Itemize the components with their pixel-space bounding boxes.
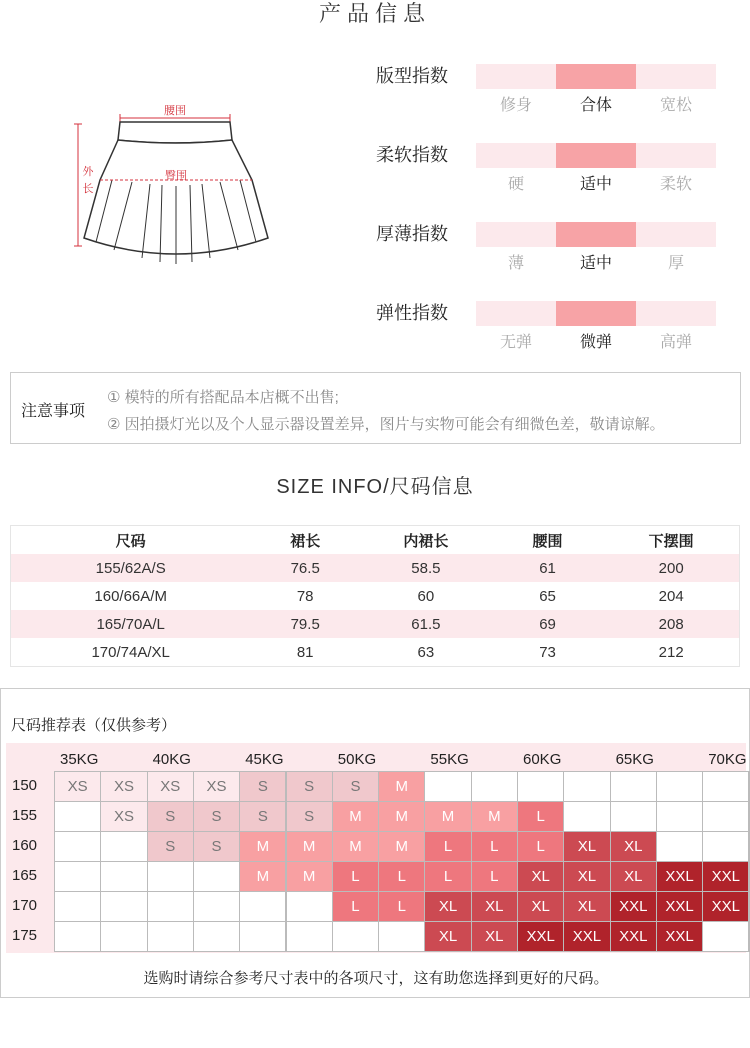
- size-cell: [54, 891, 101, 922]
- size-cell: S: [147, 801, 194, 832]
- size-table-row: [11, 554, 739, 582]
- size-cell: [100, 861, 147, 892]
- size-cell: L: [471, 861, 518, 892]
- size-cell: XL: [563, 891, 610, 922]
- index-bar-segment: [556, 301, 636, 326]
- size-cell: [100, 921, 147, 952]
- index-bar-segment: [556, 143, 636, 168]
- size-cell: [702, 801, 749, 832]
- size-cell: XXL: [702, 861, 749, 892]
- index-option: 高弹: [659, 334, 692, 351]
- size-cell: [100, 891, 147, 922]
- size-cell: [563, 771, 610, 802]
- size-table-cell: 65: [539, 587, 556, 605]
- size-cell: M: [332, 831, 379, 862]
- size-cell: [656, 831, 703, 862]
- index-option: 适中: [579, 176, 612, 193]
- index-option: 微弹: [579, 334, 612, 351]
- index-bar-segment: [556, 64, 636, 89]
- size-table-header-cell: 内裙长: [403, 532, 449, 550]
- size-cell: L: [517, 801, 564, 832]
- size-cell: S: [332, 771, 379, 802]
- size-cell: [54, 921, 101, 952]
- size-cell: [610, 771, 657, 802]
- size-cell: [54, 831, 101, 862]
- size-cell: XXL: [563, 921, 610, 952]
- size-cell: [147, 891, 194, 922]
- index-bar-segment: [476, 301, 556, 326]
- index-bar-segment: [476, 143, 556, 168]
- size-table-header-cell: 尺码: [115, 532, 146, 550]
- size-cell: XXL: [610, 921, 657, 952]
- index-bar-segment: [636, 64, 716, 89]
- size-cell: XL: [424, 891, 471, 922]
- size-cell: [286, 891, 333, 922]
- size-table-cell: 61: [539, 559, 556, 577]
- size-table: [10, 525, 740, 667]
- size-cell: XXL: [517, 921, 564, 952]
- height-label: 160: [12, 837, 38, 854]
- index-option: 厚: [667, 255, 684, 272]
- size-cell: [54, 801, 101, 832]
- index-bar-segment: [556, 222, 636, 247]
- size-cell: M: [239, 861, 286, 892]
- size-cell: [193, 891, 240, 922]
- index-bar-segment: [476, 222, 556, 247]
- size-table-row: [11, 638, 739, 666]
- size-cell: M: [378, 771, 425, 802]
- page-title: 产品信息: [318, 1, 431, 26]
- notes-title: 注意事项: [21, 403, 86, 420]
- size-cell: [54, 861, 101, 892]
- size-cell: S: [286, 771, 333, 802]
- size-cell: XL: [610, 831, 657, 862]
- size-cell: [656, 801, 703, 832]
- size-cell: [239, 891, 286, 922]
- size-cell: M: [286, 831, 333, 862]
- size-table-cell: 155/62A/S: [95, 559, 166, 577]
- size-table-row: [11, 610, 739, 638]
- size-cell: S: [147, 831, 194, 862]
- weight-label: 35KG: [60, 751, 99, 768]
- index-option: 适中: [579, 255, 612, 272]
- size-recommend-box: [0, 688, 750, 998]
- length-label-1: 外: [82, 165, 94, 178]
- index-label: 版型指数: [376, 66, 448, 86]
- index-option: 柔软: [659, 176, 692, 193]
- size-table-cell: 76.5: [290, 559, 320, 577]
- note-item: ② 因拍摄灯光以及个人显示器设置差异，图片与实物可能会有细微色差，敬请谅解。: [107, 416, 665, 433]
- size-cell: L: [517, 831, 564, 862]
- size-cell: XXL: [656, 861, 703, 892]
- size-table-cell: 200: [658, 559, 684, 577]
- size-table-cell: 63: [417, 643, 435, 661]
- size-cell: [332, 921, 379, 952]
- skirt-diagram: [72, 100, 282, 270]
- height-label: 155: [12, 807, 38, 824]
- size-table-cell: 160/66A/M: [94, 587, 167, 605]
- size-cell: XL: [517, 891, 564, 922]
- size-table-cell: 61.5: [411, 615, 441, 633]
- size-table-cell: 58.5: [411, 559, 441, 577]
- index-label: 弹性指数: [376, 303, 448, 323]
- size-cell: S: [193, 801, 240, 832]
- size-table-cell: 208: [658, 615, 684, 633]
- size-table-cell: 78: [296, 587, 314, 605]
- index-options: [476, 254, 716, 274]
- index-bar: [476, 64, 716, 89]
- size-table-cell: 204: [658, 587, 684, 605]
- height-label: 150: [12, 777, 38, 794]
- size-table-cell: 60: [417, 587, 435, 605]
- index-bar-segment: [476, 64, 556, 89]
- size-cell: XS: [100, 801, 147, 832]
- index-option: 修身: [499, 97, 532, 114]
- size-cell: [563, 801, 610, 832]
- size-table-header: [11, 526, 739, 554]
- size-cell: [702, 831, 749, 862]
- size-cell: [147, 861, 194, 892]
- size-cell: M: [332, 801, 379, 832]
- height-label: 175: [12, 927, 38, 944]
- size-cell: XXL: [610, 891, 657, 922]
- index-bar: [476, 301, 716, 326]
- size-cell: M: [286, 861, 333, 892]
- index-option: 硬: [507, 176, 524, 193]
- size-table-header-cell: 腰围: [532, 532, 563, 550]
- index-bar: [476, 143, 716, 168]
- size-cell: [193, 861, 240, 892]
- size-cell: [702, 921, 749, 952]
- size-cell: S: [286, 801, 333, 832]
- size-cell: XS: [54, 771, 101, 802]
- size-cell: XL: [471, 891, 518, 922]
- index-options: [476, 333, 716, 353]
- index-options: [476, 175, 716, 195]
- index-option: 薄: [507, 255, 524, 272]
- size-table-row: [11, 582, 739, 610]
- size-cell: [100, 831, 147, 862]
- size-cell: [471, 771, 518, 802]
- size-cell: L: [471, 831, 518, 862]
- size-table-header-cell: 下摆围: [648, 532, 694, 550]
- weight-label: 65KG: [615, 751, 654, 768]
- length-label-2: 长: [82, 182, 94, 195]
- weight-label: 70KG: [708, 751, 747, 768]
- size-cell: XL: [471, 921, 518, 952]
- size-cell: L: [378, 861, 425, 892]
- size-table-cell: 73: [539, 643, 556, 661]
- weight-label: 55KG: [430, 751, 469, 768]
- size-table-cell: 81: [296, 643, 314, 661]
- weight-label: 50KG: [337, 751, 377, 768]
- height-label: 170: [12, 897, 38, 914]
- index-option: 宽松: [659, 97, 692, 114]
- size-cell: XS: [100, 771, 147, 802]
- size-cell: M: [378, 801, 425, 832]
- hip-label: 臀围: [165, 169, 187, 182]
- size-cell: L: [332, 891, 379, 922]
- recommend-grid: [6, 743, 746, 953]
- size-table-cell: 79.5: [290, 615, 320, 633]
- size-cell: XS: [147, 771, 194, 802]
- size-cell: [239, 921, 286, 952]
- note-item: ① 模特的所有搭配品本店概不出售;: [107, 389, 339, 406]
- recommend-footer: 选购时请综合参考尺寸表中的各项尺寸，这有助您选择到更好的尺码。: [143, 970, 609, 987]
- size-cell: M: [424, 801, 471, 832]
- waist-label: 腰围: [164, 104, 186, 117]
- notes-box: [10, 372, 741, 444]
- weight-label: 45KG: [245, 751, 284, 768]
- size-cell: [378, 921, 425, 952]
- index-bar-segment: [636, 222, 716, 247]
- size-cell: M: [471, 801, 518, 832]
- size-cell: [286, 921, 333, 952]
- size-cell: [147, 921, 194, 952]
- index-option: 合体: [579, 97, 612, 114]
- index-label: 柔软指数: [376, 145, 448, 165]
- size-cell: XL: [563, 861, 610, 892]
- size-table-cell: 165/70A/L: [96, 615, 165, 633]
- size-cell: S: [239, 801, 286, 832]
- size-cell: [702, 771, 749, 802]
- index-options: [476, 96, 716, 116]
- weight-label: 60KG: [523, 751, 562, 768]
- index-bar-segment: [636, 301, 716, 326]
- size-cell: XL: [610, 861, 657, 892]
- size-cell: L: [378, 891, 425, 922]
- size-cell: S: [239, 771, 286, 802]
- index-bar-segment: [636, 143, 716, 168]
- size-cell: [424, 771, 471, 802]
- index-option: 无弹: [499, 334, 532, 351]
- recommend-title: 尺码推荐表（仅供参考）: [11, 717, 177, 734]
- size-cell: XXL: [656, 891, 703, 922]
- size-cell: L: [332, 861, 379, 892]
- size-cell: XL: [424, 921, 471, 952]
- size-cell: XXL: [656, 921, 703, 952]
- index-label: 厚薄指数: [376, 224, 448, 244]
- size-cell: [656, 771, 703, 802]
- size-table-cell: 212: [658, 643, 684, 661]
- size-cell: L: [424, 831, 471, 862]
- size-cell: M: [239, 831, 286, 862]
- weight-label: 40KG: [152, 751, 191, 768]
- size-cell: M: [378, 831, 425, 862]
- size-table-cell: 170/74A/XL: [91, 643, 170, 661]
- size-cell: XS: [193, 771, 240, 802]
- size-info-title: SIZE INFO/尺码信息: [276, 476, 474, 498]
- size-cell: XL: [563, 831, 610, 862]
- index-bar: [476, 222, 716, 247]
- height-label: 165: [12, 867, 38, 884]
- size-cell: [610, 801, 657, 832]
- size-cell: [193, 921, 240, 952]
- size-table-header-cell: 裙长: [290, 532, 321, 550]
- size-cell: XXL: [702, 891, 749, 922]
- size-cell: L: [424, 861, 471, 892]
- size-cell: S: [193, 831, 240, 862]
- size-table-cell: 69: [539, 615, 556, 633]
- size-cell: XL: [517, 861, 564, 892]
- size-cell: [517, 771, 564, 802]
